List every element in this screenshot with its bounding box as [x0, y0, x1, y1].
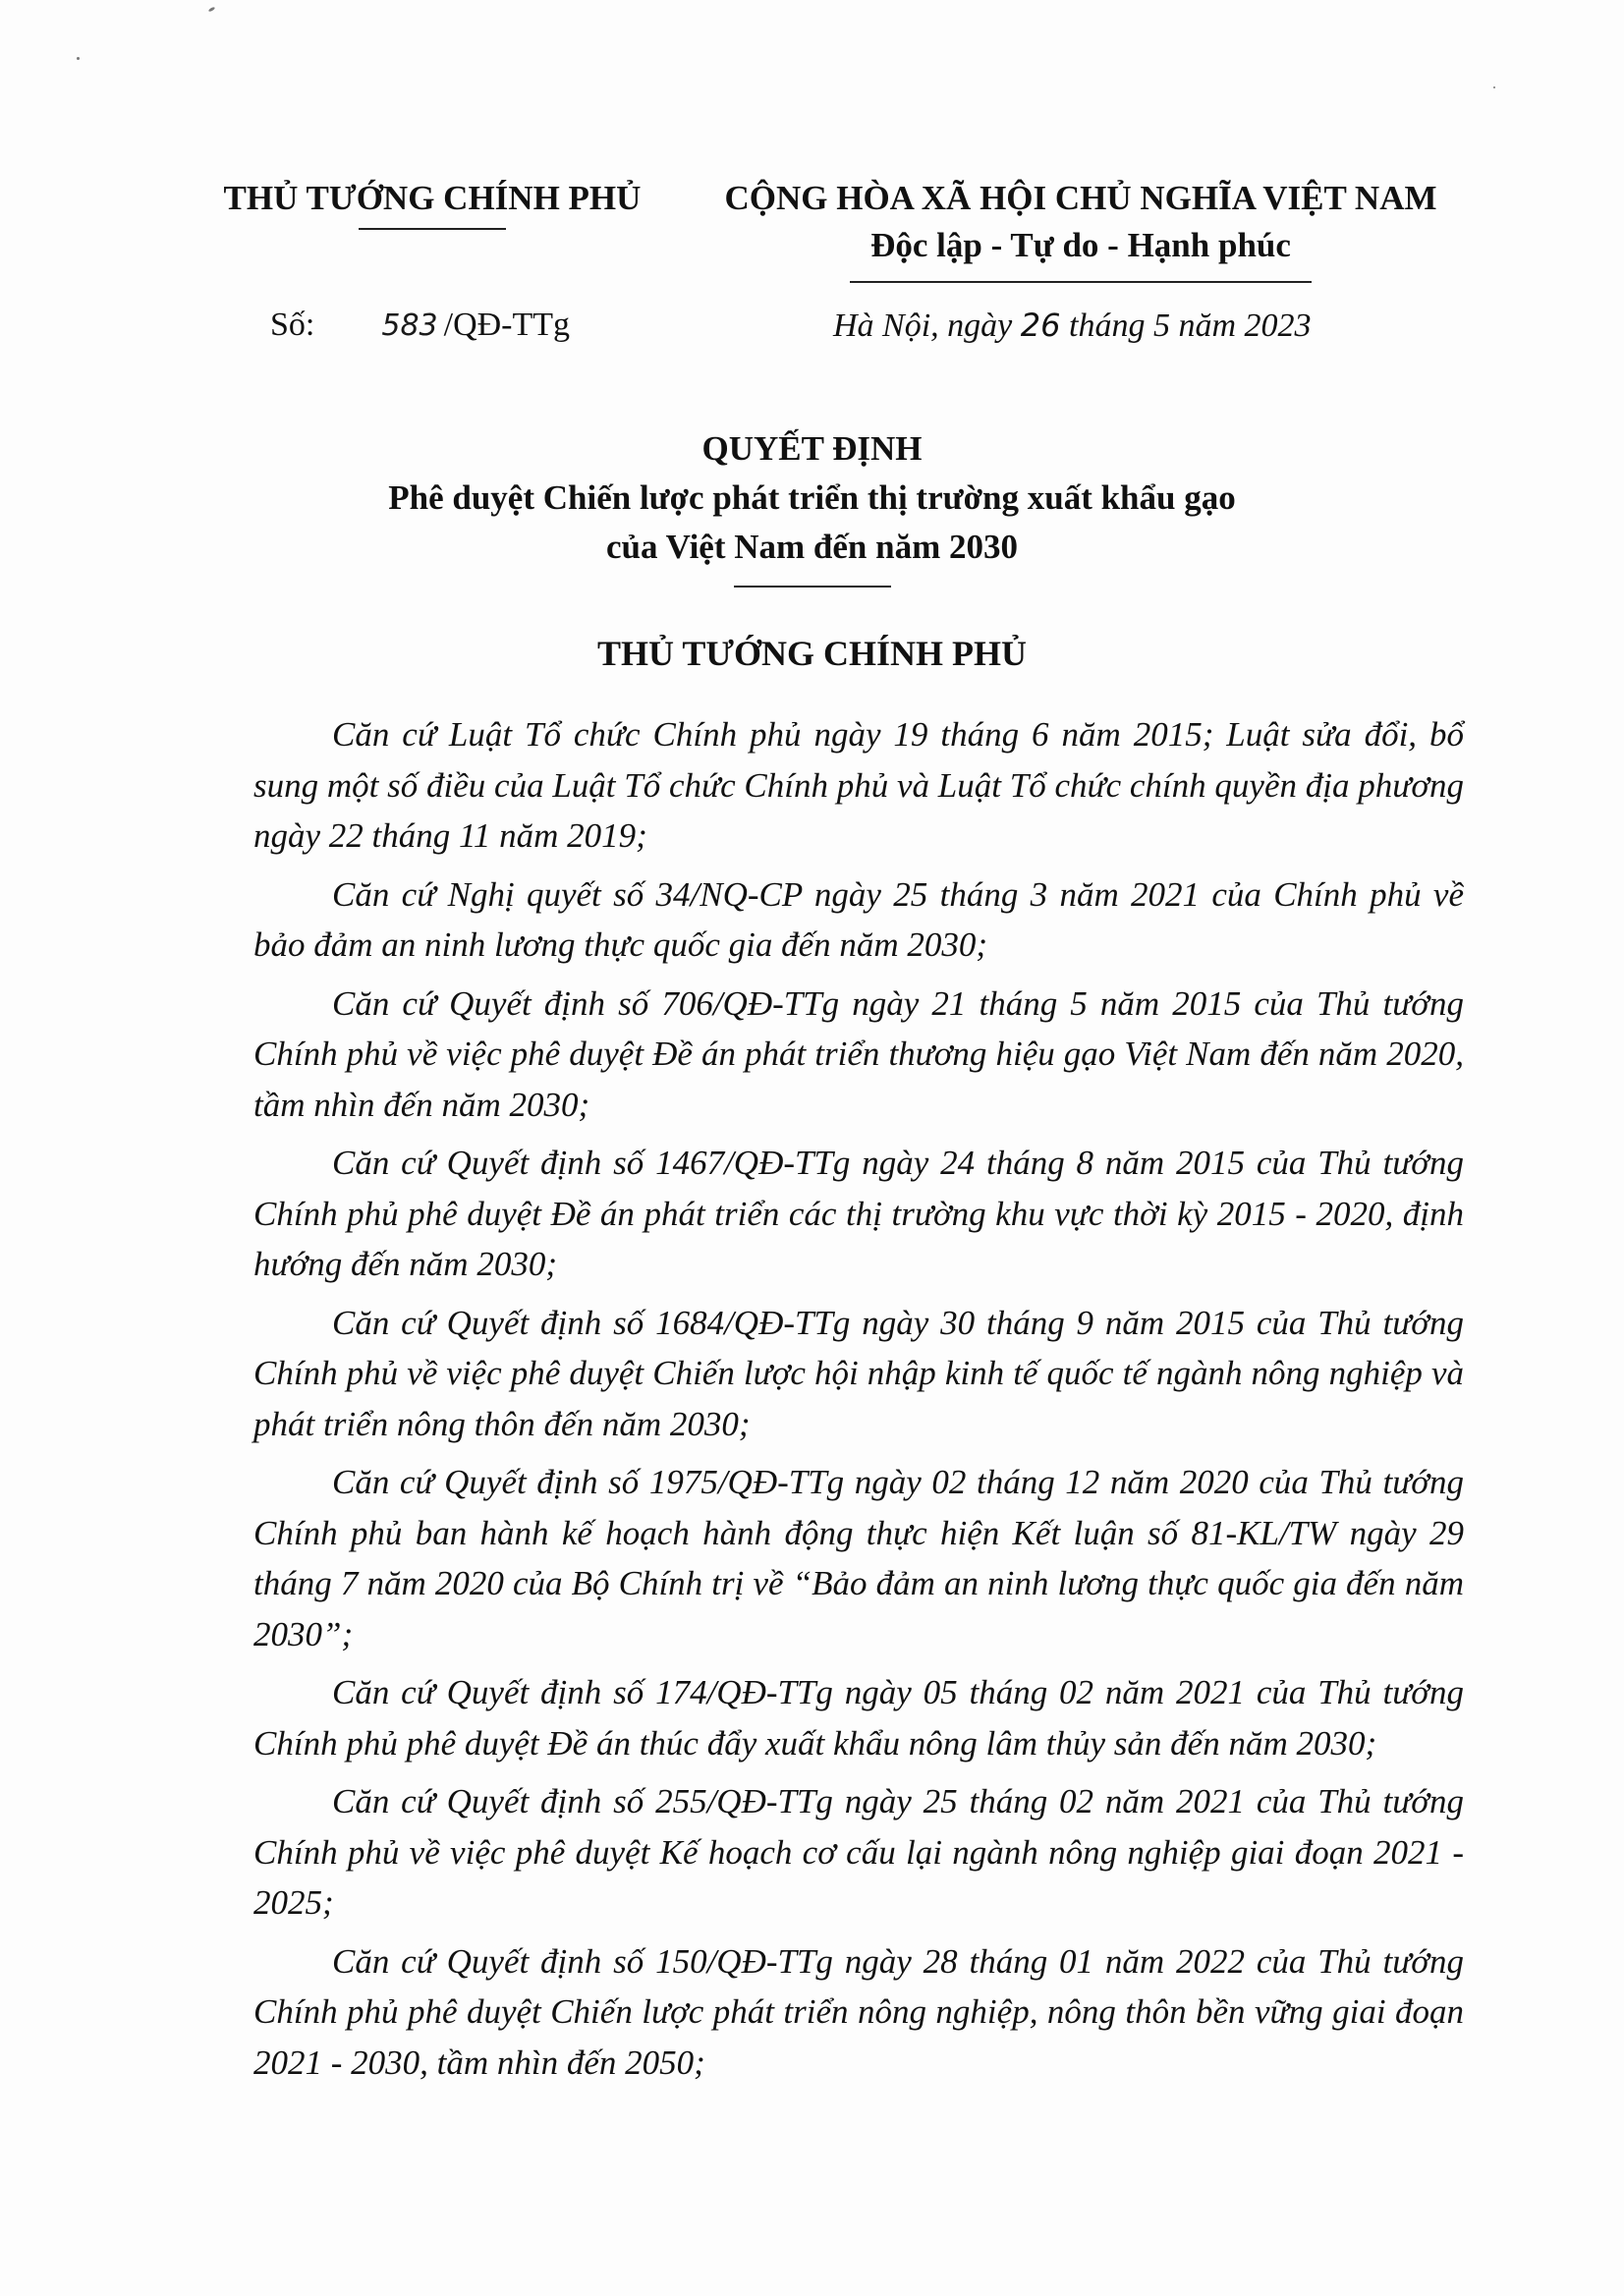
number-code: /QĐ-TTg: [443, 307, 571, 343]
scan-speck: [208, 6, 216, 12]
title-line-2: Phê duyệt Chiến lược phát triển thị trường xuất khẩu gạo: [388, 478, 1236, 517]
national-header: [688, 175, 1474, 283]
decision-title: [0, 424, 1624, 588]
title-line-1: QUYẾT ĐỊNH: [701, 429, 923, 468]
legal-basis-paragraph: Căn cứ Luật Tổ chức Chính phủ ngày 19 tháng 6 năm 2015; Luật sửa đổi, bổ sung một số điều của Luật Tổ chức Chính phủ và Luật Tổ chức chính quyền địa phương ngày 22 tháng 11 năm 2019;: [253, 715, 1464, 855]
motto-underline: [850, 281, 1312, 283]
authority-heading: THỦ TƯỚNG CHÍNH PHỦ: [596, 634, 1028, 673]
date-prefix: Hà Nội, ngày: [833, 308, 1013, 344]
document-date: [833, 307, 1312, 345]
number-label: Số:: [270, 307, 315, 343]
date-suffix: tháng 5 năm 2023: [1069, 308, 1312, 344]
title-underline: [734, 586, 891, 588]
legal-basis-paragraph: Căn cứ Quyết định số 174/QĐ-TTg ngày 05 tháng 02 năm 2021 của Thủ tướng Chính phủ phê duyệt Đề án thúc đẩy xuất khẩu nông lâm thủy sản đến năm 2030;: [253, 1673, 1464, 1763]
issuer-header: [196, 175, 668, 230]
legal-basis-paragraph: Căn cứ Quyết định số 706/QĐ-TTg ngày 21 tháng 5 năm 2015 của Thủ tướng Chính phủ về việc phê duyệt Đề án phát triển thương hiệu gạo Việt Nam đến năm 2020, tầm nhìn đến năm 2030;: [253, 983, 1464, 1124]
legal-basis-paragraph: Căn cứ Quyết định số 255/QĐ-TTg ngày 25 tháng 02 năm 2021 của Thủ tướng Chính phủ về việc phê duyệt Kế hoạch cơ cấu lại ngành nông nghiệp giai đoạn 2021 - 2025;: [253, 1782, 1464, 1922]
handwritten-number: 583: [381, 308, 438, 343]
scan-speck: [1493, 86, 1495, 88]
document-number: [270, 307, 570, 344]
issuer-underline: [359, 228, 506, 230]
legal-basis-paragraph: Căn cứ Quyết định số 1467/QĐ-TTg ngày 24 tháng 8 năm 2015 của Thủ tướng Chính phủ phê duyệt Đề án phát triển các thị trường khu vực thời kỳ 2015 - 2020, định hướng đến năm 2030;: [253, 1144, 1464, 1283]
scan-speck: [77, 57, 80, 60]
issuer-title: THỦ TƯỚNG CHÍNH PHỦ: [223, 179, 642, 217]
legal-basis-list: [253, 709, 1464, 2096]
legal-basis-paragraph: Căn cứ Quyết định số 150/QĐ-TTg ngày 28 tháng 01 năm 2022 của Thủ tướng Chính phủ phê duyệt Chiến lược phát triển nông nghiệp, nông thôn bền vững giai đoạn 2021 - 2030, tầm nhìn đến 2050;: [253, 1941, 1464, 2082]
country-title: CỘNG HÒA XÃ HỘI CHỦ NGHĨA VIỆT NAM: [724, 179, 1437, 217]
legal-basis-paragraph: Căn cứ Nghị quyết số 34/NQ-CP ngày 25 tháng 3 năm 2021 của Chính phủ về bảo đảm an ninh lương thực quốc gia đến năm 2030;: [253, 874, 1464, 964]
legal-basis-paragraph: Căn cứ Quyết định số 1684/QĐ-TTg ngày 30 tháng 9 năm 2015 của Thủ tướng Chính phủ về việc phê duyệt Chiến lược hội nhập kinh tế quốc tế ngành nông nghiệp và phát triển nông thôn đến năm 2030;: [253, 1303, 1464, 1443]
title-line-3: của Việt Nam đến năm 2030: [605, 528, 1019, 566]
national-motto: Độc lập - Tự do - Hạnh phúc: [870, 226, 1291, 264]
legal-basis-paragraph: Căn cứ Quyết định số 1975/QĐ-TTg ngày 02 tháng 12 năm 2020 của Thủ tướng Chính phủ ban hành kế hoạch hành động thực hiện Kết luận số 81-KL/TW ngày 29 tháng 7 năm 2020 của Bộ Chính trị về “Bảo đảm an ninh lương thực quốc gia đến năm 2030”;: [253, 1463, 1464, 1653]
handwritten-day: 26: [1020, 307, 1061, 344]
